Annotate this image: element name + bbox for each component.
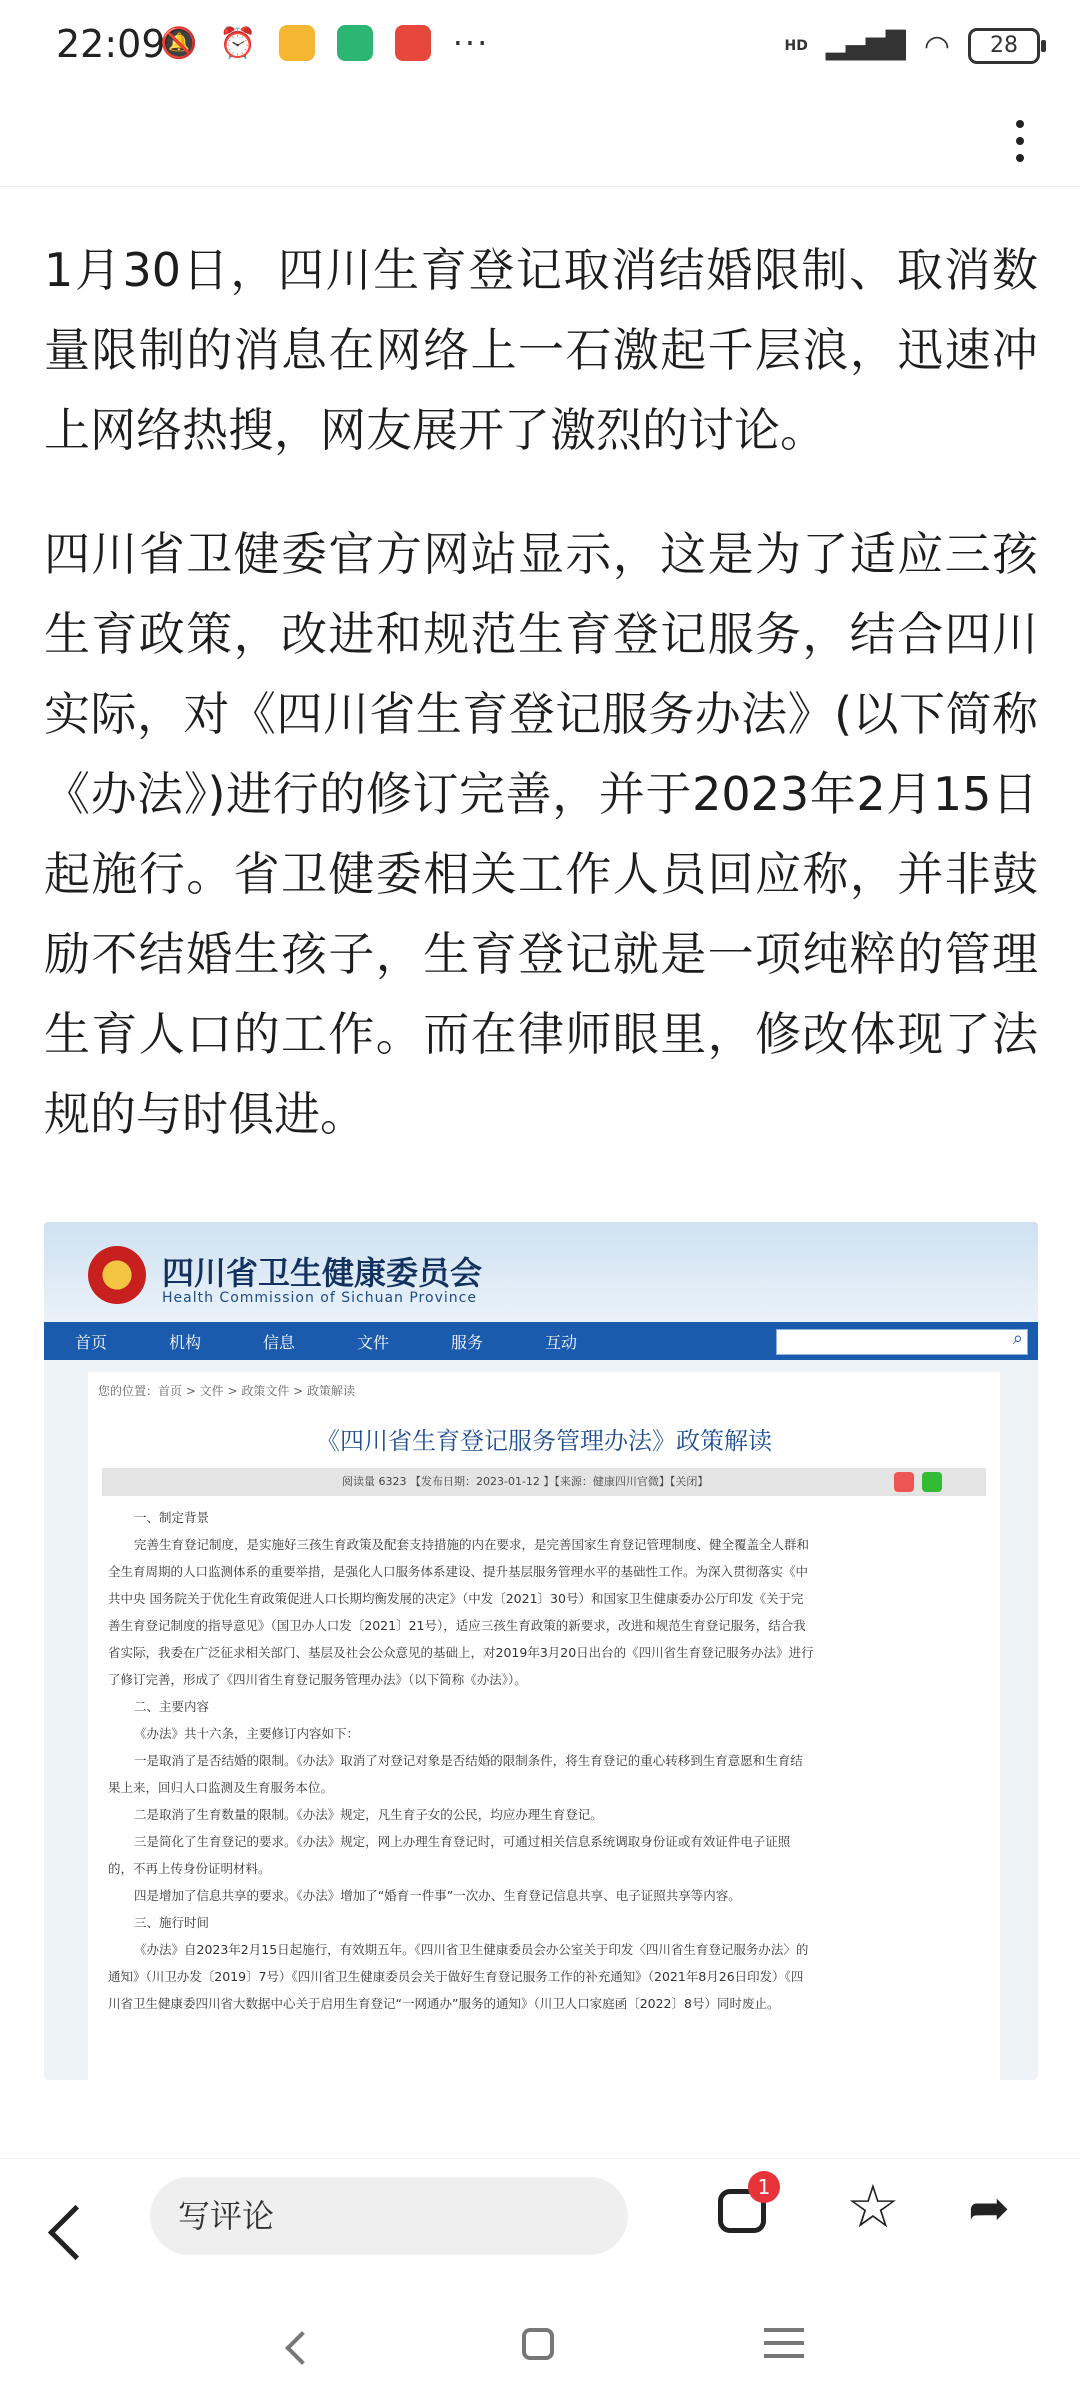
doc-meta (102, 1468, 986, 1496)
alarm-icon: ⏰ (219, 25, 257, 61)
article-paragraph-2: 四川省卫健委官方网站显示，这是为了适应三孩生育政策，改进和规范生育登记服务，结合四川实际，对《四川省生育登记服务办法》(以下简称《办法》)进行的修订完善，并于2023年2月15日起施行。省卫健委相关工作人员回应称，并非鼓励不结婚生孩子，生育登记就是一项纯粹的管理生育人口的工作。而在律师眼里，修改体现了法规的与时俱进。 (44, 527, 1038, 1141)
site-subtitle: Health Commission of Sichuan Province (162, 1290, 477, 1306)
top-bar (0, 96, 1080, 187)
status-icons-left (160, 24, 489, 62)
site-breadcrumb: 您的位置：首页 > 文件 > 政策文件 > 政策解读 (98, 1384, 356, 1398)
site-title: 四川省卫生健康委员会 (162, 1254, 483, 1292)
back-icon[interactable] (48, 2205, 103, 2260)
site-nav-item: 服务 (450, 1332, 483, 1352)
site-nav-item: 机构 (168, 1332, 201, 1352)
doc-line: 了修订完善，形成了《四川省生育登记服务管理办法》（以下简称《办法》）。 (108, 1672, 527, 1687)
doc-line: 《办法》共十六条，主要修订内容如下： (134, 1726, 360, 1741)
weibo-icon (894, 1472, 914, 1492)
signal-icon: ▂▄▆█ (825, 31, 906, 61)
article-image[interactable] (44, 1222, 1038, 2080)
wifi-icon: ◠ (923, 28, 950, 64)
doc-line: 的，不再上传身份证明材料。 (108, 1861, 271, 1876)
share-icon[interactable]: ➦ (968, 2179, 1010, 2237)
system-recents-icon[interactable] (764, 2328, 804, 2358)
wechat-icon (922, 1472, 942, 1492)
doc-line: 一、制定背景 (134, 1510, 210, 1525)
site-document (88, 1372, 1000, 2080)
national-emblem-icon (88, 1246, 146, 1304)
doc-line: 三、施行时间 (134, 1915, 210, 1930)
comment-count-badge: 1 (748, 2171, 780, 2203)
shield-app-icon (337, 25, 373, 61)
more-options-icon[interactable] (990, 106, 1050, 176)
doc-meta-text: 阅读量 6323 【发布日期：2023-01-12 】【来源：健康四川官微】【关闭】 (342, 1475, 709, 1488)
system-back-icon[interactable] (285, 2331, 319, 2365)
status-time: 22:09 (56, 22, 166, 66)
system-home-icon[interactable] (522, 2328, 554, 2360)
status-bar (0, 0, 1080, 96)
site-nav-item: 首页 (74, 1332, 107, 1352)
doc-line: 三是简化了生育登记的要求。《办法》规定，网上办理生育登记时，可通过相关信息系统调取身份证或有效证件电子证照 (134, 1834, 791, 1849)
doc-line: 川省卫生健康委四川省大数据中心关于启用生育登记“一网通办”服务的通知》（川卫人口家庭函〔2022〕8号）同时废止。 (108, 1996, 780, 2011)
comment-input[interactable]: 写评论 (150, 2177, 628, 2255)
doc-line: 省实际，我委在广泛征求相关部门、基层及社会公众意见的基础上，对2019年3月20日出台的《四川省生育登记服务办法》进行 (108, 1645, 814, 1660)
mute-icon: 🔕 (160, 25, 198, 61)
site-nav-item: 文件 (356, 1332, 389, 1352)
battery-level: 28 (968, 28, 1040, 64)
site-nav (44, 1322, 1038, 1360)
doc-line: 果上来，回归人口监测及生育服务本位。 (108, 1780, 334, 1795)
article-paragraph-1: 1月30日，四川生育登记取消结婚限制、取消数量限制的消息在网络上一石激起千层浪，迅速冲上网络热搜，网友展开了激烈的讨论。 (44, 243, 1038, 457)
site-nav-item: 互动 (544, 1332, 577, 1352)
site-nav-item: 信息 (262, 1332, 295, 1352)
bottom-action-bar (0, 2158, 1080, 2299)
notes-app-icon (279, 25, 315, 61)
news-app-icon (395, 25, 431, 61)
doc-title: 《四川省生育登记服务管理办法》政策解读 (316, 1427, 772, 1455)
doc-line: 四是增加了信息共享的要求。《办法》增加了“婚育一件事”一次办、生育登记信息共享、电子证照共享等内容。 (134, 1888, 741, 1903)
site-search-box (776, 1329, 1028, 1355)
doc-line: 共中央 国务院关于优化生育政策促进人口长期均衡发展的决定》（中发〔2021〕30号）和国家卫生健康委办公厅印发《关于完 (108, 1591, 804, 1606)
network-label: HD (784, 38, 808, 54)
article-body (44, 230, 1038, 1198)
doc-line: 完善生育登记制度，是实施好三孩生育政策及配套支持措施的内在要求，是完善国家生育登记管理制度、健全覆盖全人群和 (134, 1537, 810, 1552)
doc-line: 《办法》自2023年2月15日起施行，有效期五年。《四川省卫生健康委员会办公室关于印发〈四川省生育登记服务办法〉的 (134, 1942, 809, 1957)
doc-line: 一是取消了是否结婚的限制。《办法》取消了对登记对象是否结婚的限制条件，将生育登记的重心转移到生育意愿和生育结 (134, 1753, 803, 1768)
system-nav-bar (0, 2298, 1080, 2400)
more-notifications: ··· (452, 24, 490, 62)
site-banner (44, 1222, 1038, 1322)
doc-line: 善生育登记制度的指导意见》（国卫办人口发〔2021〕21号），适应三孩生育政策的新要求，改进和规范生育登记服务，结合我 (108, 1618, 806, 1633)
doc-line: 二、主要内容 (134, 1699, 210, 1714)
doc-line: 二是取消了生育数量的限制。《办法》规定，凡生育子女的公民，均应办理生育登记。 (134, 1807, 603, 1822)
doc-line: 通知》（川卫办发〔2019〕7号）《四川省卫生健康委员会关于做好生育登记服务工作的补充通知》（2021年8月26日印发）《四 (108, 1969, 804, 1984)
favorite-star-icon[interactable]: ☆ (846, 2172, 900, 2242)
doc-body (88, 1496, 1000, 2025)
status-icons-right (784, 28, 1040, 64)
doc-line: 全生育周期的人口监测体系的重要举措，是强化人口服务体系建设、提升基层服务管理水平的基础性工作。为深入贯彻落实《中 (108, 1564, 809, 1579)
